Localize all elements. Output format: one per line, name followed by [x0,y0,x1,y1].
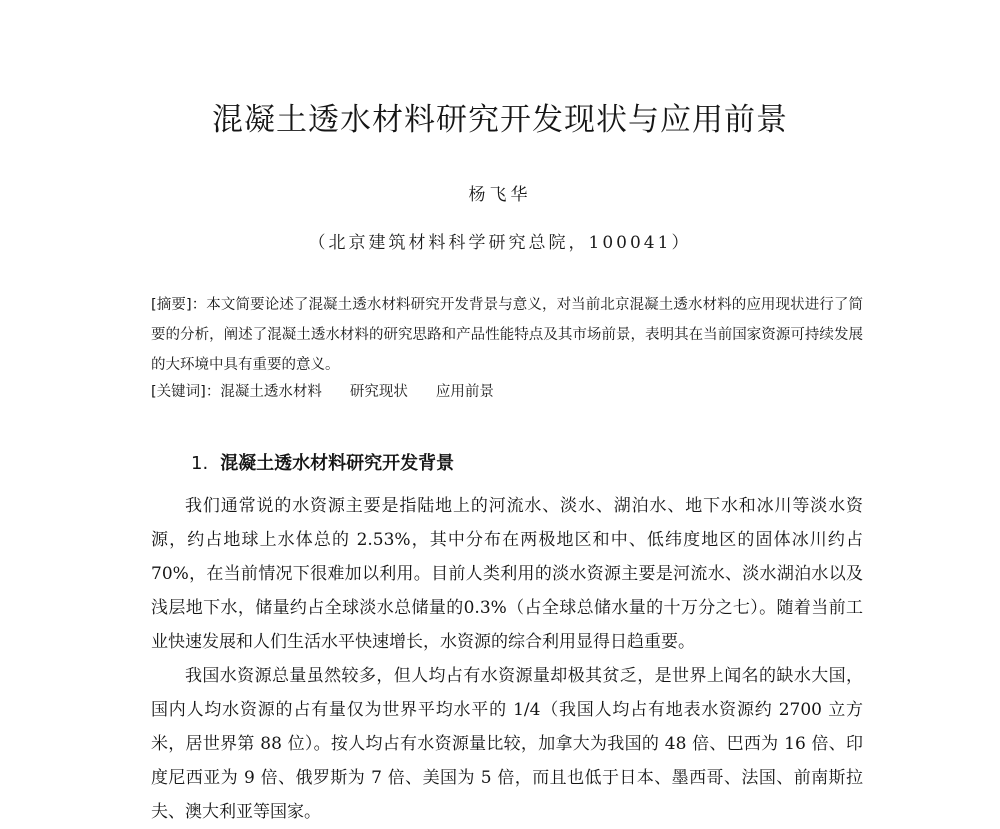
keyword-item: 研究现状 [349,384,408,400]
keywords [151,378,522,406]
abstract-label: [摘要]： [151,297,207,313]
paper-title: 混凝土透水材料研究开发现状与应用前景 [212,102,788,138]
keywords-label: [关键词]： [151,384,221,400]
section-heading [191,449,454,475]
body-text [151,489,863,829]
keyword-item: 应用前景 [435,384,494,400]
abstract-text: 本文简要论述了混凝土透水材料研究开发背景与意义，对当前北京混凝土透水材料的应用现状进行了简要的分析，阐述了混凝土透水材料的研究思路和产品性能特点及其市场前景，表明其在当前国家资源可持续发展的大环境中具有重要的意义。 [151,297,863,373]
body-paragraph: 我们通常说的水资源主要是指陆地上的河流水、淡水、湖泊水、地下水和冰川等淡水资源，约占地球上水体总的 2.53%，其中分布在两极地区和中、低纬度地区的固体冰川约占70%，在当前情况下很难加以利用。目前人类利用的淡水资源主要是河流水、淡水湖泊水以及浅层地下水，储量约占全球淡水总储量的0.3%（占全球总储水量的十万分之七）。随着当前工业快速发展和人们生活水平快速增长，水资源的综合利用显得日趋重要。 [151,496,863,652]
keyword-item: 混凝土透水材料 [220,384,322,400]
abstract [151,290,863,380]
body-paragraph: 我国水资源总量虽然较多，但人均占有水资源量却极其贫乏，是世界上闻名的缺水大国，国内人均水资源的占有量仅为世界平均水平的 1/4（我国人均占有地表水资源约 2700 立方米，居世界第 88 位）。按人均占有水资源量比较，加拿大为我国的 48 倍、巴西为 16 倍、印度尼西亚为 9 倍、俄罗斯为 7 倍、美国为 5 倍，而且也低于日本、墨西哥、法国、前南斯拉夫、澳大利亚等国家。 [151,666,863,822]
section-number: 1. [191,453,209,474]
author-name: 杨飞华 [468,185,532,205]
author-affiliation: （北京建筑材料科学研究总院，100041） [308,233,692,253]
section-title: 混凝土透水材料研究开发背景 [220,453,455,474]
